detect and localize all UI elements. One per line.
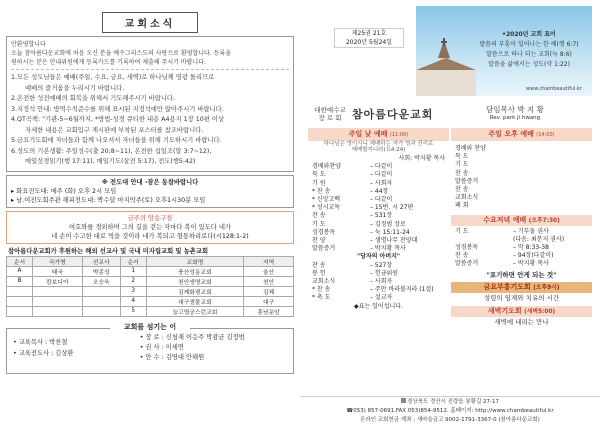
order-row — [312, 237, 445, 245]
table-cell: 5 — [120, 306, 146, 316]
order-label: 성경봉독 — [455, 244, 479, 252]
footer-phone: ☎053) 857-0691,FAX 053)854-9512. 홈페이지: http://www.chambeautiful.kr — [346, 408, 554, 414]
order-value: – 막 8:33-38 — [513, 244, 549, 252]
table-header: 지역 — [244, 256, 294, 266]
table-cell — [82, 286, 120, 296]
pastor-block — [486, 105, 544, 123]
order-value: – 헌금위원 — [370, 269, 399, 277]
order-row — [312, 188, 445, 196]
notice-item: 1.모든 성도님들은 예배(주일, 수요, 금요, 새벽)로 하나님께 영광 돌리므로 — [11, 74, 215, 81]
pastor-name: 담임목사 박 지 황 — [486, 105, 544, 114]
order-label: 묵 도 — [455, 153, 469, 161]
order-row — [312, 171, 445, 179]
order-value: – 기부돌 권사 — [513, 227, 549, 235]
staff-line: • 장 로 : 신청재 이응주 박광균 김정범 — [139, 333, 245, 341]
order-label: 찬 송 — [455, 186, 469, 194]
table-header: 국가명 — [32, 256, 82, 266]
friday-header — [451, 282, 592, 293]
sunday-am-order — [308, 153, 449, 313]
table-cell — [32, 286, 82, 296]
issue-number: 제25권 21호 — [351, 30, 387, 37]
order-row — [312, 294, 445, 302]
order-row — [312, 196, 445, 204]
dawn-line: 새벽에 내리는 만나 — [494, 317, 549, 326]
order-label: 성경봉독 — [312, 228, 336, 236]
missions-title: 참아름다운교회가 후원하는 해외 선교사 및 국내 미자립교회 및 농촌교회 — [8, 247, 209, 255]
order-label: 경배와 찬양 — [455, 145, 486, 152]
memory-verse-title: 금주의 암송구절 — [127, 214, 173, 222]
sunday-pm-order — [451, 141, 592, 213]
order-label: 기 도 — [455, 227, 469, 235]
order-row — [455, 236, 588, 244]
order-label: 찬 송 — [455, 169, 469, 177]
motto-line: 말씀을 삶에서는 성도(약 1:22) — [488, 61, 570, 68]
table-header: 선교사 — [82, 256, 120, 266]
evangelism-line: ▸ 남.여전도회주관 해피전도대: 짝수달 마지막주(토) 오후1시30분 모임 — [11, 196, 206, 204]
table-row — [7, 276, 294, 286]
table-row — [7, 306, 294, 316]
order-label: 말씀증거 — [455, 260, 479, 268]
order-row — [455, 170, 588, 178]
table-cell: 흥남운암 — [244, 306, 294, 316]
news-box — [6, 36, 294, 172]
table-cell: 2 — [120, 276, 146, 286]
table-cell: B — [7, 276, 33, 286]
welcome-line: 원하시는 분은 안내위원에게 등록카드를 기록하여 제출해 주시기 바랍니다. — [11, 59, 206, 66]
table-cell: 캄보디아 — [32, 276, 82, 286]
order-label — [455, 236, 513, 244]
notice-subline: 자세한 내용은 교회입구 게시판에 부착된 포스터를 참조바랍니다. — [25, 126, 204, 134]
denomination — [308, 106, 352, 122]
order-label: 찬 양 — [312, 237, 326, 245]
staff-line: • 교육목사 : 박찬철 — [13, 338, 68, 346]
left-page — [0, 0, 300, 424]
church-building-icon — [416, 38, 476, 96]
motto-box — [474, 30, 584, 70]
order-label: 폐 회 — [455, 202, 469, 210]
order-value: – 15번. 시 27편 — [370, 204, 414, 212]
footer — [300, 396, 600, 425]
wednesday-title: 수요저녁 예배 — [483, 215, 527, 224]
sunday-pm-title: 주일 오후 예배 — [488, 130, 534, 138]
notice-item: 2.온전한 성전예배의 회복을 위해서 기도해주시기 바랍니다. — [11, 95, 176, 102]
memory-verse-line: 여호와를 경외하며 그의 길을 걷는 자마다 복이 있도다 네가 — [69, 223, 231, 231]
order-row — [312, 229, 445, 237]
order-value: – 박지황 목사 — [370, 245, 406, 253]
sunday-am-column — [308, 128, 449, 328]
order-row — [455, 244, 588, 252]
dawn-header — [451, 306, 592, 317]
bulletin-header — [308, 6, 592, 98]
table-cell: A — [7, 266, 33, 276]
order-label: * 찬 송 — [312, 187, 331, 195]
order-row — [455, 194, 588, 202]
order-value: – 다같이 — [370, 171, 393, 179]
staff-line: • 교육전도사 : 김상환 — [13, 349, 74, 357]
notice-list — [11, 73, 289, 168]
friday-time: (오후9시) — [533, 284, 560, 291]
welcome-line: 오늘 참아름다운교회에 처음 오신 분을 예수그리스도의 사랑으로 환영합니다. 등록을 — [11, 50, 232, 57]
memory-verse-line: 네 손이 수고한 대로 먹을 것이라 네가 복되고 형통하리로다(시128:1-2) — [51, 232, 249, 240]
memory-verse-box — [6, 211, 294, 244]
table-cell: 1 — [120, 266, 146, 276]
order-label: 찬 송 — [455, 252, 469, 260]
friday-line: 성령의 임재와 치유의 시간 — [483, 293, 560, 302]
order-label: 봉 헌 — [312, 269, 326, 277]
sermon-title: "당자의 아버지" — [356, 253, 401, 261]
order-label: * 신앙고백 — [312, 196, 341, 204]
table-header: 순서 — [120, 256, 146, 266]
order-value: – 사회자 — [370, 179, 393, 187]
table-row — [7, 286, 294, 296]
table-cell — [7, 296, 33, 306]
table-cell: 대구샘물교회 — [146, 296, 244, 306]
order-label: 기 도 — [312, 220, 326, 228]
order-value: – 눅 15:11-24 — [370, 228, 410, 236]
order-label: 찬 송 — [312, 261, 326, 269]
order-row — [455, 161, 588, 169]
table-header: 순서 — [7, 256, 33, 266]
order-row — [312, 221, 445, 229]
order-row — [455, 145, 588, 153]
order-row — [455, 260, 588, 268]
sunday-am-header — [308, 128, 449, 141]
order-value: – 김정범 장로 — [370, 220, 406, 228]
order-label: 교회소식 — [455, 194, 479, 202]
footer-address: 경상북도 경산시 진량읍 봉황길 27-17 — [406, 399, 500, 405]
table-cell: 늘고엽궁스런교회 — [146, 306, 244, 316]
sunday-pm-time: (14:00) — [536, 132, 555, 138]
table-cell: 김제화평교회 — [146, 286, 244, 296]
staff-line: • 안 수 : 김영대 안해원 — [139, 353, 205, 361]
table-cell: 4 — [120, 296, 146, 306]
order-note: 사회: 박지황 목사 — [398, 155, 445, 162]
order-row — [312, 212, 445, 220]
news-title: 교회소식 — [102, 12, 198, 33]
table-row — [7, 296, 294, 306]
table-cell: 대구 — [244, 296, 294, 306]
denomination-top: 대한예수교 — [314, 106, 346, 114]
order-label: 기 원 — [312, 179, 326, 187]
table-cell: 오승욱 — [82, 276, 120, 286]
order-label: 교회소식 — [312, 278, 336, 286]
church-name: 참아름다운교회 — [352, 108, 434, 121]
sunday-am-title: 주일 낮 예배 — [348, 130, 388, 138]
order-value: – 527장 — [370, 261, 393, 269]
right-page — [300, 0, 600, 424]
notice-item: 6.성도의 기본생활: 주일성수(출 20:8~11), 온전한 십일조(말 3:7~12), — [11, 147, 212, 155]
table-cell — [7, 306, 33, 316]
order-label: 경배와찬양 — [312, 163, 341, 171]
notice-item: 4.QT곡책: "기관-5~6월까지, *방법-성경 큐티한 내용 A4용지 1장 10편 이상 — [11, 116, 224, 123]
table-cell — [82, 306, 120, 316]
order-value: – 샘명나무 찬양대 — [370, 237, 418, 245]
wednesday-header — [451, 215, 592, 226]
order-label: 말씀증거 — [455, 177, 479, 185]
table-cell — [32, 306, 82, 316]
staff-right — [136, 329, 293, 373]
order-value: – 다같이 — [370, 196, 393, 204]
evangelism-box — [6, 175, 294, 208]
order-value: (다음: 최분지 권사) — [513, 235, 565, 243]
order-label: * 성시교독 — [312, 204, 341, 212]
order-row — [455, 178, 588, 186]
wednesday-sermon: "포기하면 안게 되는 것" — [486, 270, 557, 279]
order-value: – 설교자 — [370, 294, 393, 302]
church-logo-row — [308, 102, 592, 126]
footer-bank: 온라인 교회헌금 계좌 : 새마을금고 9002-1791-3367-0 (참아름다운교회) — [360, 417, 540, 423]
dawn-title: 새벽기도회 — [487, 306, 522, 315]
table-cell — [82, 296, 120, 306]
footer-address-line — [300, 398, 600, 407]
order-row — [455, 153, 588, 161]
evangelism-title: ※ 전도대 안내 -잠은 동참바랍니다 — [101, 178, 199, 186]
dawn-time: (새벽5:00) — [524, 308, 556, 315]
sunday-pm-column — [451, 128, 592, 328]
motto-line: 말씀으로 하나 되는 교회(눅 8:6) — [486, 51, 572, 58]
welcome-message — [11, 40, 289, 70]
sunday-am-subline: 예배할지니라(요4:24) — [351, 147, 406, 153]
order-row — [455, 228, 588, 236]
table-header: 교회명 — [146, 256, 244, 266]
staff-left — [7, 329, 136, 373]
notice-item: 5.금요기도회에 자녀들과 함께 나오셔서 자녀들을 위해 기도하시기 바랍니다. — [11, 137, 222, 144]
notice-subline: 예배의 즐거움을 누리시기 바랍니다. — [25, 84, 125, 92]
table-cell: 울산 — [244, 266, 294, 276]
table-cell: 태국 — [32, 266, 82, 276]
table-cell: 박종성 — [82, 266, 120, 276]
table-cell — [7, 286, 33, 296]
order-label: 찬 송 — [312, 212, 326, 220]
order-value: – 사회자 — [370, 278, 393, 286]
notice-subline: 매일성경읽기(행 17:11), 매일기도(살전 5:17), 전도(행5:42) — [25, 158, 196, 165]
table-cell: 김제 — [244, 286, 294, 296]
staff-box — [6, 322, 294, 374]
issue-date: 2020년 5월24일 — [345, 39, 393, 46]
order-value: – 박지황 목사 — [513, 260, 549, 268]
table-cell: 풍산성동교회 — [146, 266, 244, 276]
service-columns — [308, 128, 592, 328]
issue-date-box — [334, 28, 404, 48]
order-value: – 44장 — [370, 187, 389, 195]
order-value: – 94장(다같이) — [513, 252, 554, 260]
motto-title: •2020년 교회 표어 — [502, 31, 556, 38]
website-text: www.chambeautiful.kr — [526, 86, 582, 92]
table-cell: 천안 — [244, 276, 294, 286]
sunday-pm-header — [451, 128, 592, 141]
order-label: 기 도 — [455, 161, 469, 169]
sunday-am-time: (11:00) — [389, 132, 409, 138]
order-value: – 531장 — [370, 212, 393, 220]
order-label: * 찬 송 — [312, 286, 331, 294]
order-note: ◆표는 일어섭니다. — [353, 302, 403, 310]
welcome-line: 안환영합니다 — [11, 41, 46, 48]
order-value: – 다같이 — [370, 163, 393, 171]
order-row — [312, 270, 445, 278]
staff-title: 교회를 섬기는 이 — [110, 322, 190, 332]
denomination-bottom: 장 로 회 — [318, 114, 342, 122]
wednesday-order — [451, 226, 592, 271]
notice-item: 3.지정석 안내: 방역수칙준수를 위해 표시된 지정석에만 앉아주시기 바랍니다. — [11, 105, 224, 113]
order-row — [455, 202, 588, 210]
table-cell — [32, 296, 82, 306]
pastor-name-en: Rev. park ji hwang — [489, 115, 541, 121]
table-cell: 3 — [120, 286, 146, 296]
order-row — [312, 262, 445, 270]
location-icon — [401, 398, 406, 403]
table-row — [7, 266, 294, 276]
table-header-row — [7, 256, 294, 266]
order-row — [455, 186, 588, 194]
friday-title: 금요부흥기도회 — [483, 282, 531, 291]
order-label: * 축 도 — [312, 294, 331, 302]
staff-line: • 권 사 : 이세연 — [139, 343, 184, 351]
order-value: – 주만 바라볼지라 (1절) — [370, 286, 434, 294]
sunday-am-subline: 하나님은 영이시니 예배하는 자가 영과 진리로 — [323, 141, 434, 147]
wednesday-time: (오후7:30) — [528, 217, 560, 224]
missions-table — [6, 256, 294, 317]
motto-line: 말씀의 부흥이 일어나는 한 해(행 6:7) — [479, 41, 579, 48]
church-photo — [416, 6, 592, 96]
evangelism-line: ▸ 화요전도대: 매주 (화) 오후 2시 모임 — [11, 187, 117, 195]
order-row — [312, 180, 445, 188]
order-label: 묵 도 — [312, 171, 326, 179]
table-cell: 천안생명교회 — [146, 276, 244, 286]
order-label: 말씀증거 — [312, 245, 336, 253]
